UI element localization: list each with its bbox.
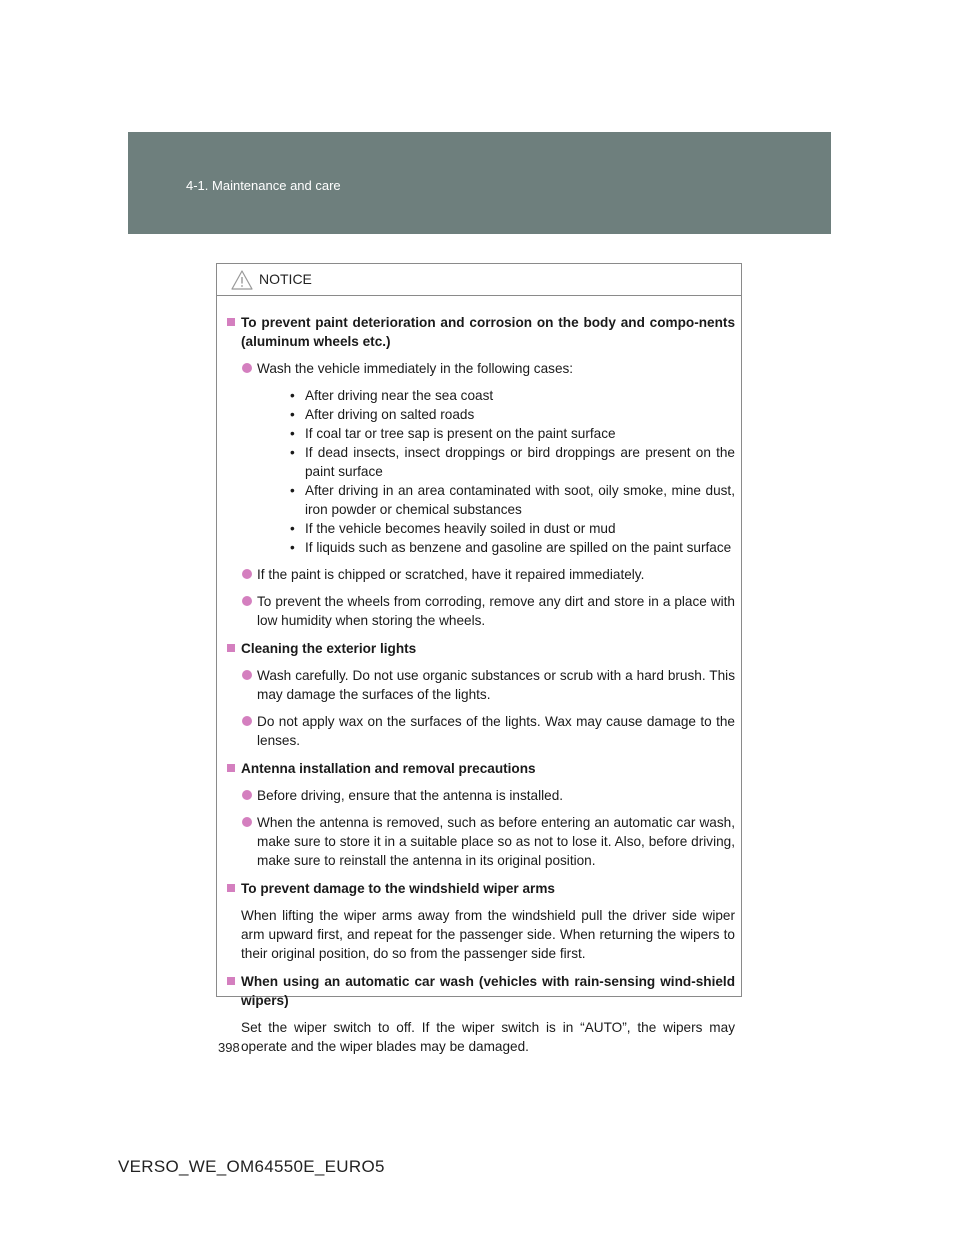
sub-item: • If coal tar or tree sap is present on the paint surface — [257, 424, 735, 443]
sub-item: • If liquids such as benzene and gasoline are spilled on the paint surface — [257, 538, 735, 557]
sub-item: • If the vehicle becomes heavily soiled in dust or mud — [257, 519, 735, 538]
list-item-text: Wash the vehicle immediately in the following cases: — [257, 361, 574, 376]
notice-body — [225, 304, 735, 1056]
sub-list — [257, 386, 735, 557]
list-item: If the paint is chipped or scratched, have it repaired immediately. — [225, 565, 735, 584]
sub-item: • After driving in an area contaminated with soot, oily smoke, mine dust, iron powder or chemical substances — [257, 481, 735, 519]
list-item: To prevent the wheels from corroding, remove any dirt and store in a place with low humidity when storing the wheels. — [225, 592, 735, 630]
list-item: When the antenna is removed, such as before entering an automatic car wash, make sure to store it in a suitable place so as not to lose it. Also, before driving, make sure to reinstall the antenna in its original position. — [225, 813, 735, 870]
section-heading: Cleaning the exterior lights — [225, 639, 735, 658]
document-code: VERSO_WE_OM64550E_EURO5 — [118, 1157, 385, 1176]
section-heading: To prevent paint deterioration and corrosion on the body and compo-nents (aluminum wheels etc.) — [225, 313, 735, 351]
section-heading: When using an automatic car wash (vehicles with rain-sensing wind-shield wipers) — [225, 972, 735, 1010]
section-heading: Antenna installation and removal precautions — [225, 759, 735, 778]
section-paragraph: Set the wiper switch to off. If the wiper switch is in “AUTO”, the wipers may operate and the wiper blades may be damaged. — [241, 1020, 735, 1054]
list-item: Do not apply wax on the surfaces of the lights. Wax may cause damage to the lenses. — [225, 712, 735, 750]
list-item: Wash carefully. Do not use organic substances or scrub with a hard brush. This may damage the surfaces of the lights. — [225, 666, 735, 704]
notice-header — [217, 264, 741, 296]
page-number: 398 — [218, 1040, 240, 1055]
notice-title: NOTICE — [259, 271, 312, 287]
section-title: 4-1. Maintenance and care — [186, 178, 341, 193]
warning-triangle-icon — [231, 270, 253, 290]
list-item: Before driving, ensure that the antenna is installed. — [225, 786, 735, 805]
sub-item: • If dead insects, insect droppings or bird droppings are present on the paint surface — [257, 443, 735, 481]
section-header-band — [128, 132, 831, 234]
sub-item: • After driving on salted roads — [257, 405, 735, 424]
section-heading: To prevent damage to the windshield wiper arms — [225, 879, 735, 898]
list-item — [225, 359, 735, 557]
section-paragraph: When lifting the wiper arms away from the windshield pull the driver side wiper arm upward first, and repeat for the passenger side. When returning the wipers to their original position, do so from the passenger side first. — [241, 908, 735, 961]
sub-item: • After driving near the sea coast — [257, 386, 735, 405]
